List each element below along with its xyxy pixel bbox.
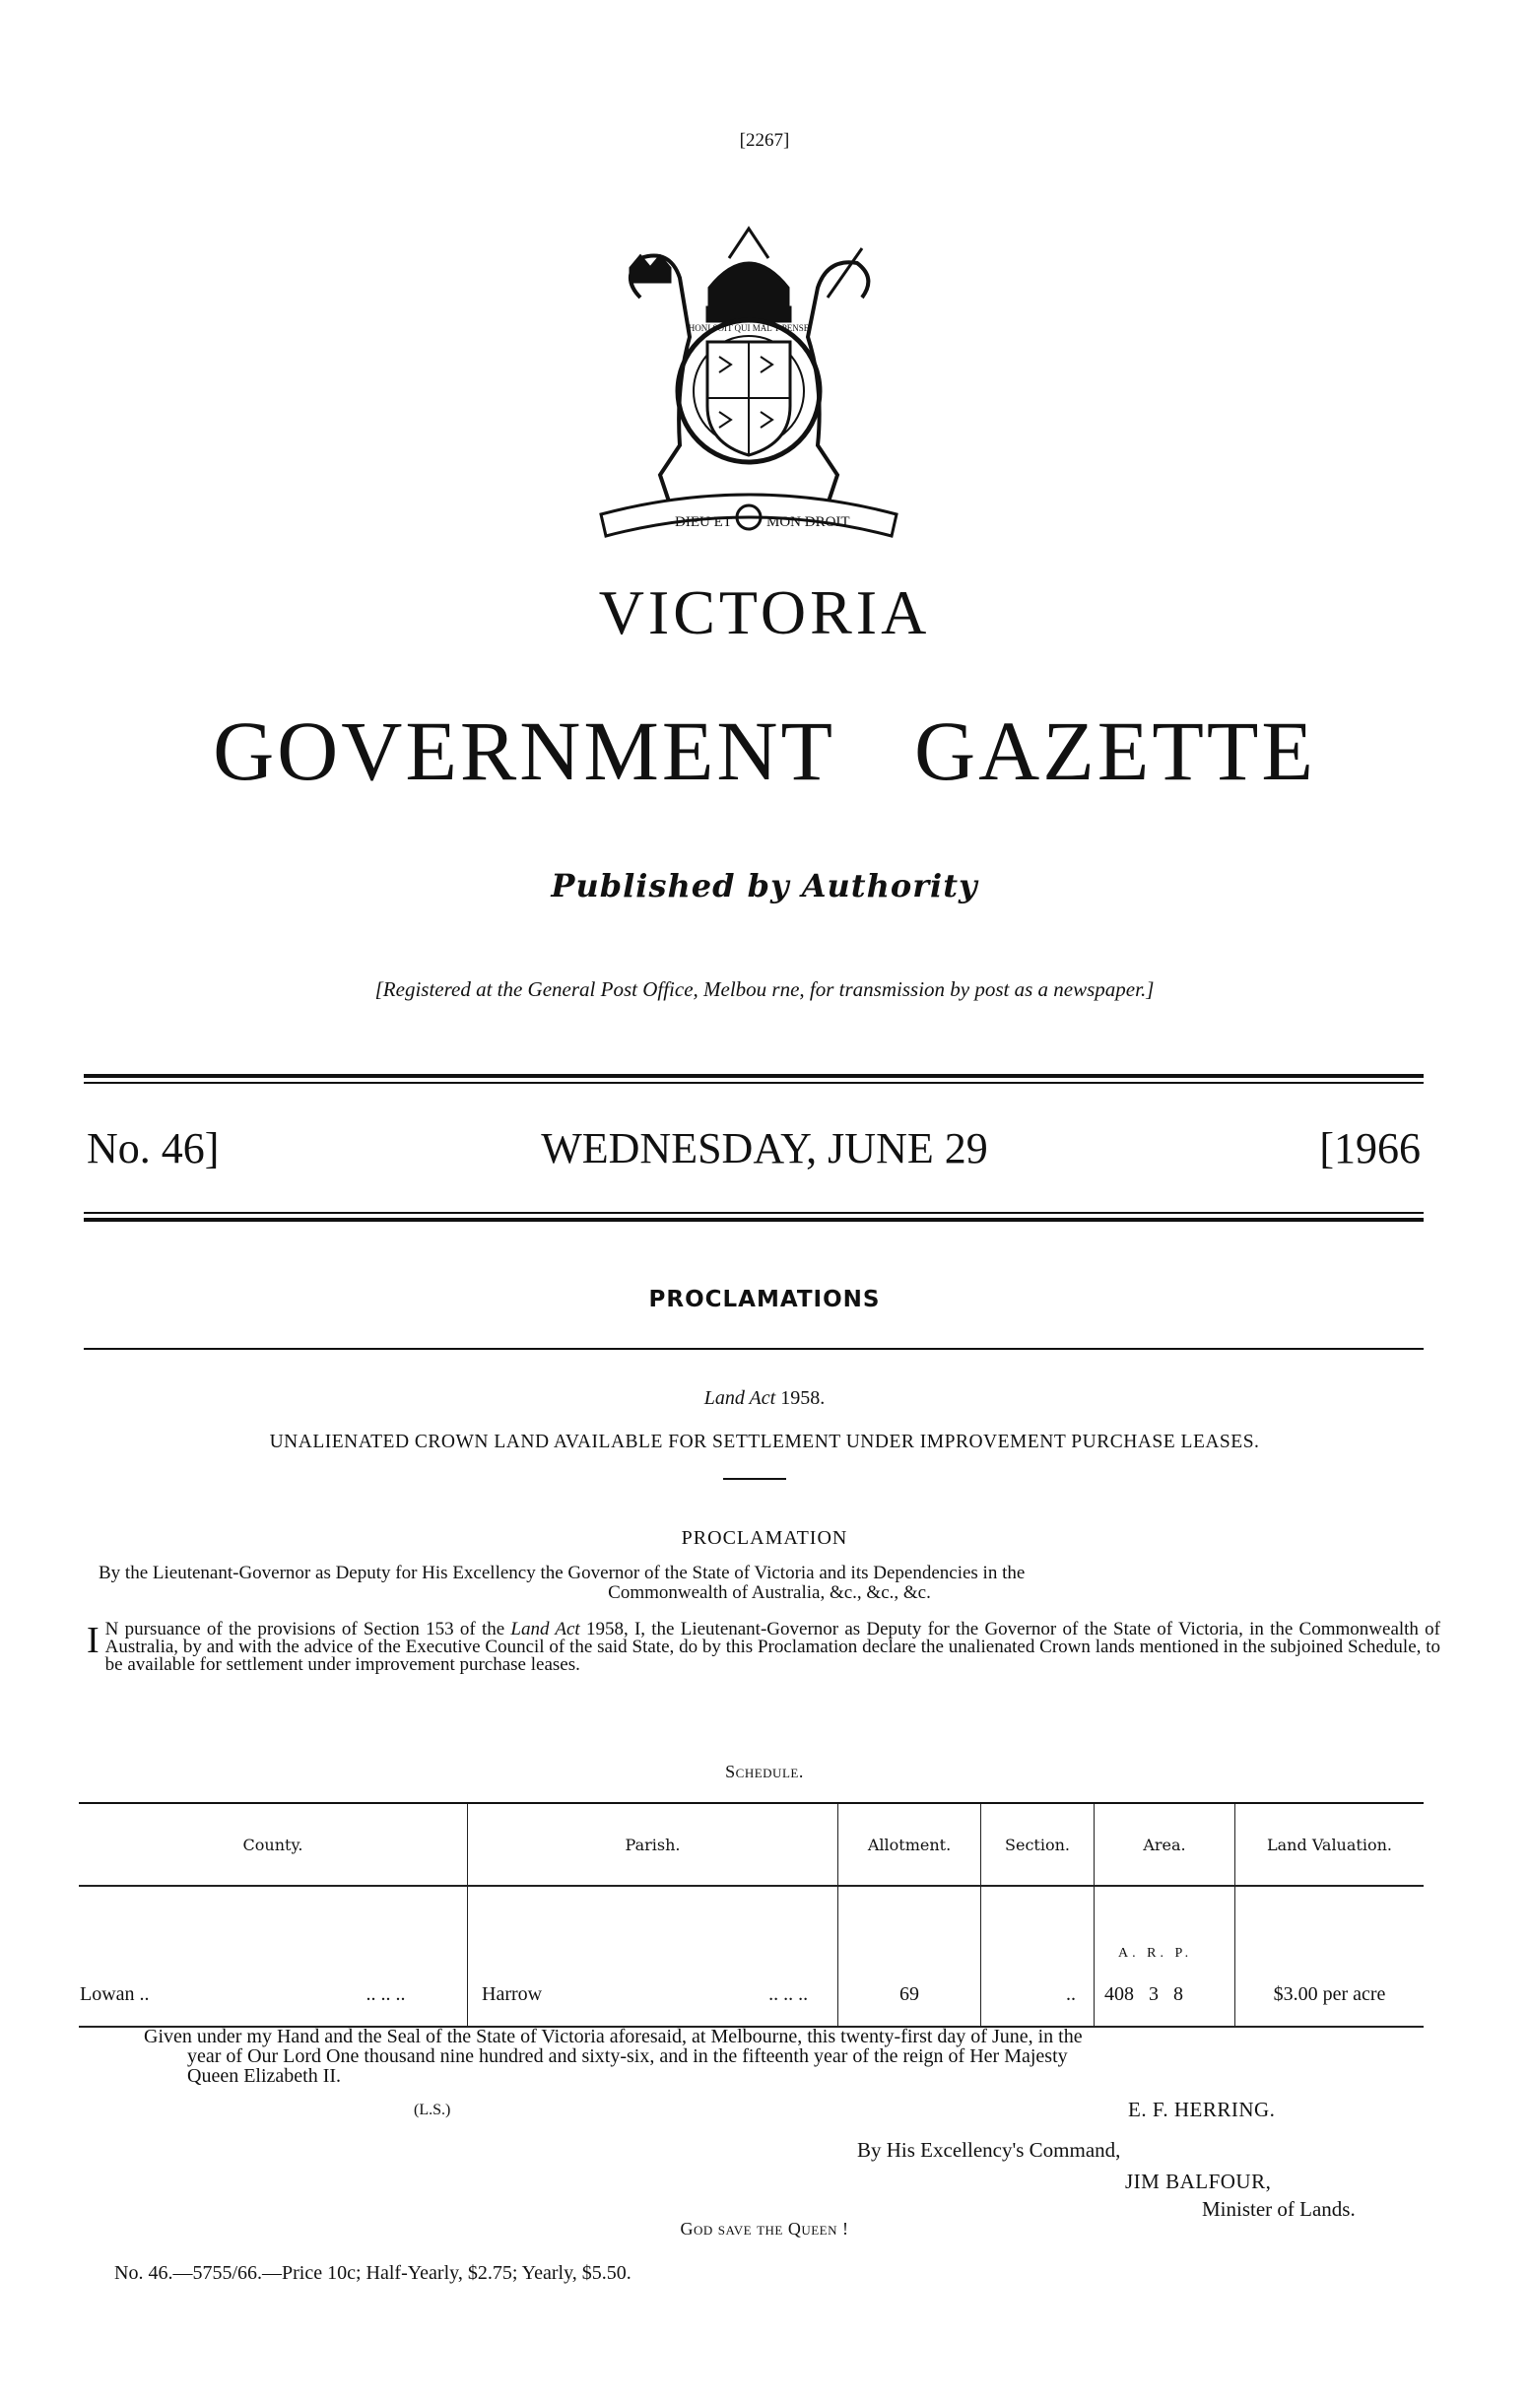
masthead-title-gazette: GAZETTE	[914, 703, 1316, 798]
column-header-section: Section.	[981, 1804, 1095, 1886]
issue-date: WEDNESDAY, JUNE 29	[541, 1124, 988, 1172]
seal-mark: (L.S.)	[414, 2102, 451, 2118]
parish-leader-dots: .. .. ..	[768, 1983, 809, 2005]
parish-name: Harrow	[482, 1983, 543, 2005]
proclamation-body	[87, 1621, 1440, 1674]
price-footer: No. 46.—5755/66.—Price 10c; Half-Yearly, $2.75; Yearly, $5.50.	[114, 2262, 632, 2284]
area-value: 408 3 8	[1104, 1983, 1183, 2005]
by-command-line: By His Excellency's Command,	[857, 2138, 1121, 2162]
masthead-title-government: GOVERNMENT	[213, 703, 836, 798]
page-number: [2267]	[739, 130, 790, 151]
masthead-gazette-title	[0, 702, 1529, 800]
area-units-label: A. R. P.	[1118, 1946, 1193, 1961]
act-name: Land Act	[703, 1387, 776, 1409]
published-by-authority: Published by Authority	[551, 867, 978, 904]
issue-year: [1966	[1319, 1124, 1421, 1172]
act-year: 1958.	[780, 1387, 826, 1409]
column-header-allotment: Allotment.	[838, 1804, 981, 1886]
column-header-area: Area.	[1095, 1804, 1235, 1886]
proclamation-body-part-2: 1958, I, the Lieutenant-Governor as Deputy for the Governor of the State of Victoria, in the Commonwealth of Australia, by and with the advice of the Executive Council of the said State, do by this Proclamation declare the unalienated Crown lands mentioned in the subjoined Schedule, to be available for settlement under improvement purchase leases.	[104, 1619, 1441, 1675]
garter-lettering: HONI SOIT QUI MAL Y PENSE	[688, 323, 810, 333]
masthead-rule-bottom-thick	[84, 1218, 1424, 1222]
section-heading-proclamations: PROCLAMATIONS	[648, 1287, 881, 1312]
masthead-state-title: VICTORIA	[598, 577, 931, 647]
county-leader-dots: .. .. ..	[366, 1983, 406, 2005]
column-header-parish: Parish.	[468, 1804, 838, 1886]
county-name: Lowan ..	[80, 1983, 150, 2005]
column-header-county: County.	[79, 1804, 468, 1886]
authority-statement-line-2: Commonwealth of Australia, &c., &c., &c.	[608, 1582, 931, 1603]
masthead-rule-top-thin	[84, 1082, 1424, 1084]
given-under-hand-paragraph	[144, 2027, 1440, 2086]
authority-statement-line-1: By the Lieutenant-Governor as Deputy for His Excellency the Governor of the State of Victoria and its Dependencies in the	[99, 1563, 1026, 1583]
act-reference	[0, 1387, 1529, 1410]
motto-left-lettering: DIEU ET	[675, 514, 732, 530]
minister-title: Minister of Lands.	[1202, 2197, 1356, 2221]
given-line-2: year of Our Lord One thousand nine hundred and sixty-six, and in the fifteenth year of the reign of Her Majesty	[187, 2045, 1068, 2067]
section-rule	[84, 1348, 1424, 1350]
proclamation-body-act: Land Act	[510, 1619, 580, 1639]
given-line-1: Given under my Hand and the Seal of the State of Victoria aforesaid, at Melbourne, this twenty-first day of June, in the	[144, 2026, 1083, 2047]
god-save-the-queen: God save the Queen !	[680, 2219, 849, 2239]
cell-county	[79, 1886, 468, 2027]
minister-name: JIM BALFOUR,	[1125, 2170, 1272, 2193]
cell-allotment: 69	[838, 1886, 981, 2027]
authority-statement	[99, 1564, 1440, 1603]
schedule-header-row	[79, 1804, 1424, 1886]
issue-number: No. 46]	[87, 1124, 220, 1172]
cell-land-valuation: $3.00 per acre	[1235, 1886, 1425, 2027]
schedule-heading: Schedule.	[725, 1762, 804, 1781]
motto-right-lettering: MON DROIT	[766, 514, 850, 530]
drop-cap: I	[87, 1620, 100, 1661]
cell-section: ..	[981, 1886, 1095, 2027]
cell-area	[1095, 1886, 1235, 2027]
proclamation-body-part-1: N pursuance of the provisions of Section 153 of the	[104, 1619, 511, 1639]
royal-coat-of-arms-emblem	[581, 219, 916, 544]
masthead-rule-bottom-thin	[84, 1212, 1424, 1214]
registration-notice: [Registered at the General Post Office, Melbou rne, for transmission by post as a newspaper.]	[374, 977, 1155, 1001]
signatory-name: E. F. HERRING.	[1128, 2098, 1276, 2121]
masthead-rule-top-thick	[84, 1074, 1424, 1078]
column-header-land-valuation: Land Valuation.	[1235, 1804, 1425, 1886]
short-divider	[723, 1478, 786, 1480]
proclamation-heading: UNALIENATED CROWN LAND AVAILABLE FOR SETTLEMENT UNDER IMPROVEMENT PURCHASE LEASES.	[269, 1432, 1260, 1452]
given-line-3: Queen Elizabeth II.	[187, 2065, 342, 2087]
proclamation-label: PROCLAMATION	[681, 1527, 848, 1549]
schedule-table	[79, 1804, 1424, 2028]
cell-parish	[468, 1886, 838, 2027]
table-row	[79, 1886, 1424, 2027]
